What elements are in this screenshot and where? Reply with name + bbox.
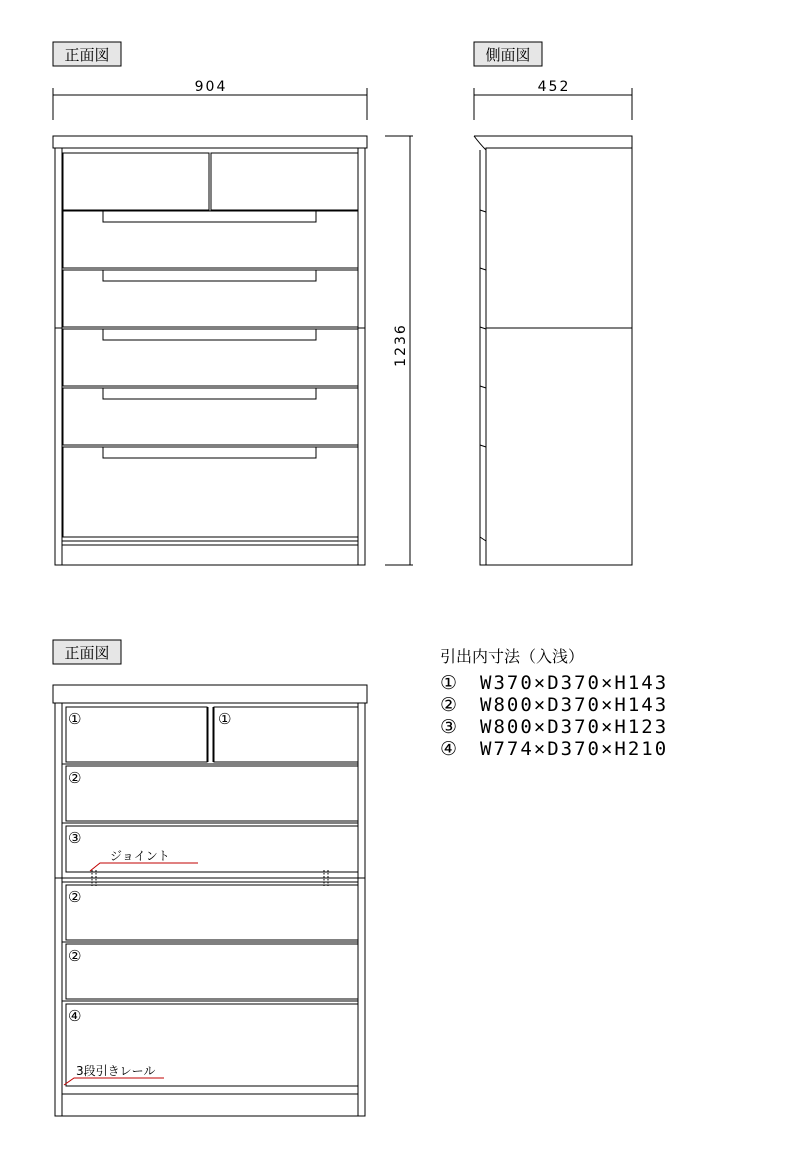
- joint-label: ジョイント: [110, 849, 170, 863]
- spec-mark: ③: [440, 716, 460, 738]
- side-view-label: 側面図: [485, 46, 531, 64]
- width-dimension-value: 904: [194, 79, 228, 95]
- drawer-mark: ①: [68, 710, 82, 728]
- drawer-front: [63, 270, 358, 327]
- drawer-mark: ②: [68, 769, 82, 787]
- top-board: [53, 136, 367, 148]
- drawer-front: [63, 211, 358, 268]
- drawer-front: [63, 329, 358, 386]
- drawer-mark: ②: [68, 947, 82, 965]
- height-dimension-value: 1236: [393, 323, 409, 367]
- depth-dimension-value: 452: [537, 79, 571, 95]
- drawer-front: [63, 388, 358, 445]
- cabinet-body: [55, 703, 365, 1116]
- drawer-mark: ②: [68, 888, 82, 906]
- rail-leader-line: [64, 1078, 164, 1085]
- drawer-handle: [103, 388, 316, 399]
- drawer-handle: [103, 270, 316, 281]
- front-view-label: 正面図: [64, 46, 110, 64]
- spec-mark: ④: [440, 738, 460, 760]
- spec-dimensions: W370×D370×H143: [480, 672, 669, 694]
- drawer-mark: ①: [218, 710, 232, 728]
- spec-mark: ①: [440, 672, 460, 694]
- joint-leader-line: [90, 863, 198, 871]
- front-view-top: [53, 88, 413, 565]
- drawer-handle: [103, 211, 316, 222]
- rail-label: 3段引きレール: [76, 1064, 156, 1078]
- side-panel: [486, 148, 632, 565]
- drawer-mark: ③: [68, 829, 82, 847]
- drawer-front: [63, 447, 358, 537]
- drawer-handle: [103, 329, 316, 340]
- drawer-outline: [66, 707, 207, 762]
- drawer-front: [211, 153, 358, 210]
- side-view: [474, 88, 632, 565]
- drawer-mark: ④: [68, 1007, 82, 1025]
- drawer-outline: [66, 766, 358, 821]
- spec-mark: ②: [440, 694, 460, 716]
- drawer-front: [63, 153, 209, 210]
- spec-dimensions: W800×D370×H123: [480, 716, 669, 738]
- top-board: [53, 685, 367, 703]
- spec-dimensions: W774×D370×H210: [480, 738, 669, 760]
- front-view-bottom-label: 正面図: [64, 644, 110, 662]
- drawer-outline: [66, 944, 358, 999]
- drawer-outline: [214, 707, 358, 762]
- drawer-handle: [103, 447, 316, 458]
- drawer-outline: [66, 885, 358, 940]
- spec-dimensions: W800×D370×H143: [480, 694, 669, 716]
- drawer-specs-title: 引出内寸法（入浅）: [440, 647, 585, 666]
- front-view-bottom: [53, 685, 367, 1116]
- side-top-board: [474, 136, 632, 148]
